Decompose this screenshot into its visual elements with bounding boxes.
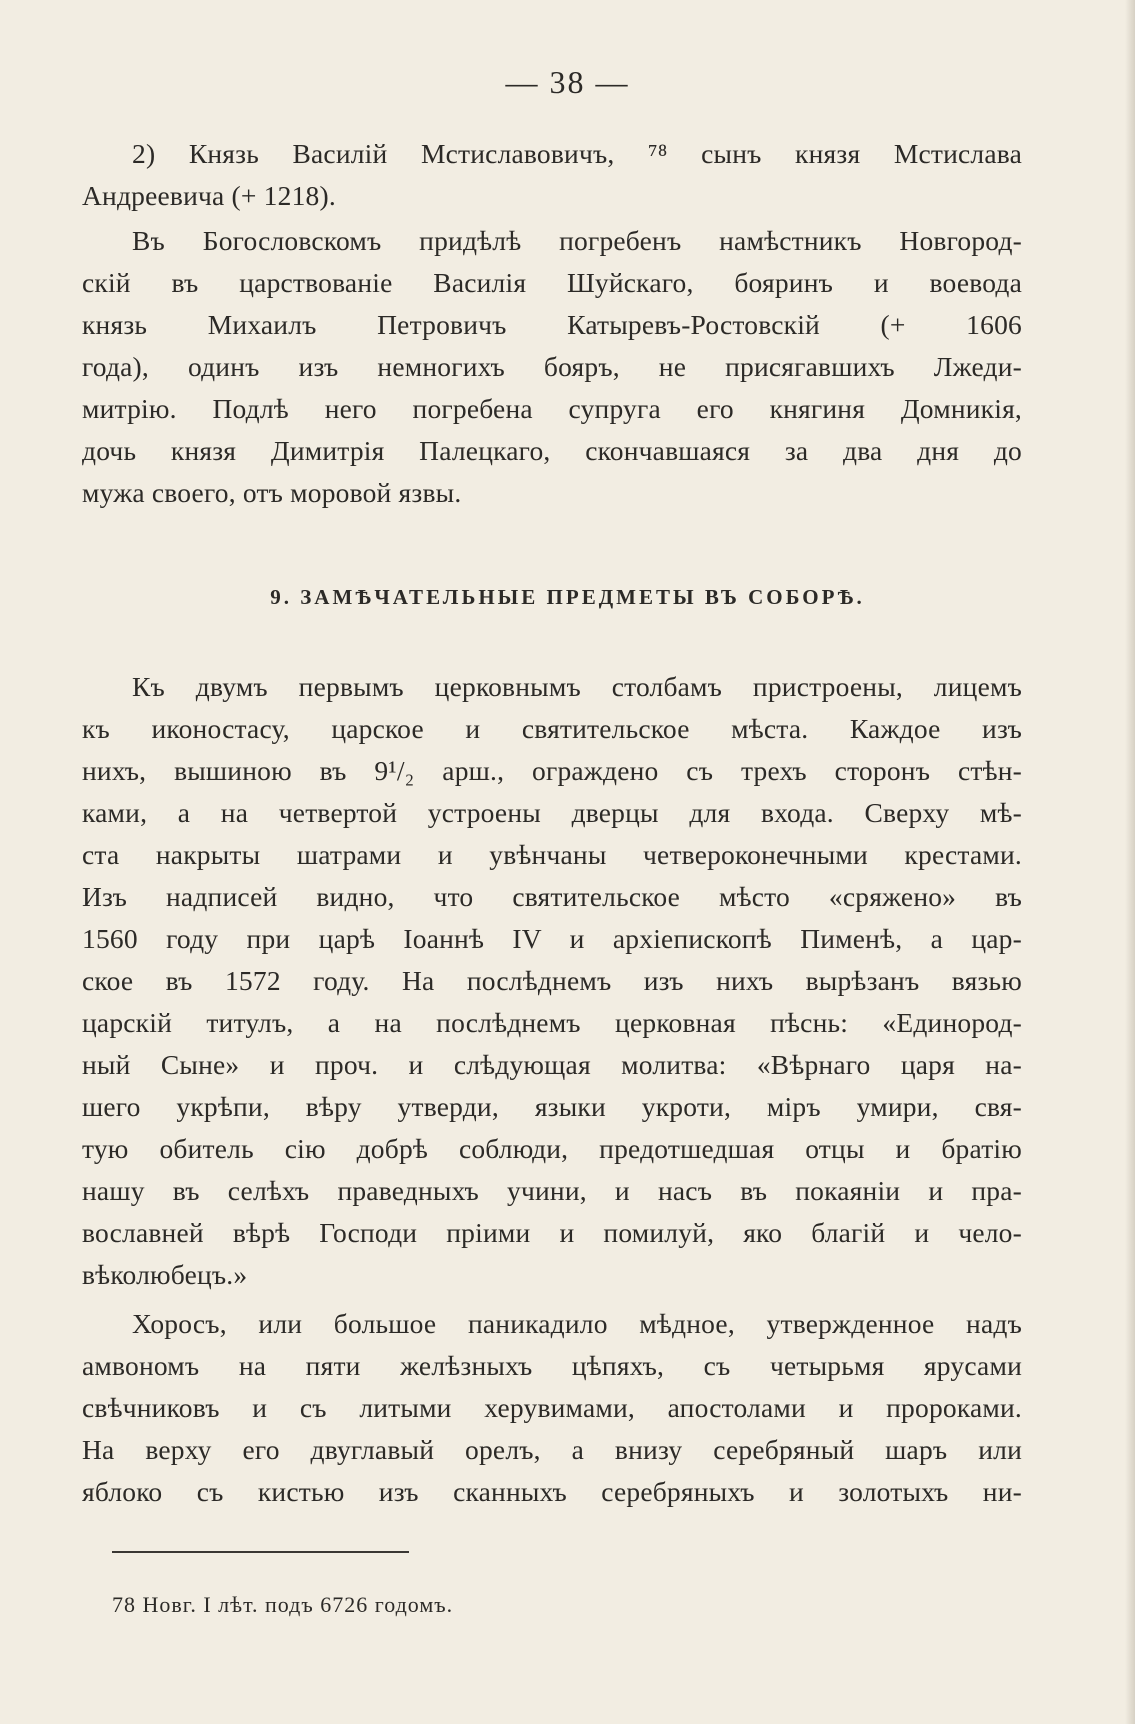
text-line: дочь князя Димитрія Палецкаго, скончавшаяся за два дня до xyxy=(82,435,1022,466)
text-line: года), одинъ изъ немногихъ бояръ, не присягавшихъ Лжеди- xyxy=(82,351,1022,382)
text-line: тую обитель сію добрѣ соблюди, предотшедшая отцы и братію xyxy=(82,1133,1022,1164)
text-line: яблоко съ кистью изъ сканныхъ серебряныхъ и золотыхъ ни- xyxy=(82,1476,1022,1507)
text-line: 1560 году при царѣ Іоаннѣ IV и архіепископѣ Пименѣ, а цар- xyxy=(82,923,1022,954)
page-spine-shadow xyxy=(1125,0,1135,1724)
section-title: 9. ЗАМѢЧАТЕЛЬНЫЕ ПРЕДМЕТЫ ВЪ СОБОРѢ. xyxy=(270,585,865,609)
text-line: къ иконостасу, царское и святительское мѣста. Каждое изъ xyxy=(82,713,1022,744)
text-line: Изъ надписей видно, что святительское мѣсто «сряжено» въ xyxy=(82,881,1022,912)
paragraph-2 xyxy=(82,220,1022,514)
text-line: На верху его двуглавый орелъ, а внизу серебряный шаръ или xyxy=(82,1434,1022,1465)
text-line: мужа своего, отъ моровой язвы. xyxy=(82,477,462,508)
text-line: князь Михаилъ Петровичъ Катыревъ-Ростовскій (+ 1606 xyxy=(82,309,1022,340)
text-line: амвономъ на пяти желѣзныхъ цѣпяхъ, съ четырьмя ярусами xyxy=(82,1350,1022,1381)
text-line: Андреевича (+ 1218). xyxy=(82,180,336,211)
page-number: — 38 — xyxy=(505,64,630,100)
text-line: вѣколюбецъ.» xyxy=(82,1259,248,1290)
text-line: Въ Богословскомъ придѣлѣ погребенъ намѣстникъ Новгород- xyxy=(132,225,1022,256)
footnote: 78 Новг. I лѣт. подъ 6726 годомъ. xyxy=(112,1592,454,1617)
text-line: ское въ 1572 году. На послѣднемъ изъ нихъ вырѣзанъ вязью xyxy=(82,965,1022,996)
text-line: Хоросъ, или большое паникадило мѣдное, утвержденное надъ xyxy=(132,1308,1022,1339)
paragraph-3 xyxy=(82,666,1022,1296)
text-line: вославней вѣрѣ Господи пріими и помилуй, яко благій и чело- xyxy=(82,1217,1022,1248)
text-line: нашу въ селѣхъ праведныхъ учини, и насъ въ покаяніи и пра- xyxy=(82,1175,1022,1206)
text-line: Къ двумъ первымъ церковнымъ столбамъ пристроены, лицемъ xyxy=(132,671,1022,702)
text-line: свѣчниковъ и съ литыми херувимами, апостолами и пророками. xyxy=(82,1392,1022,1423)
paragraph-1 xyxy=(82,133,1022,217)
text-line: митрію. Подлѣ него погребена супруга его княгиня Домникія, xyxy=(82,393,1022,424)
text-line: нихъ, вышиною въ 9¹/₂ арш., ограждено съ трехъ сторонъ стѣн- xyxy=(82,755,1022,786)
footnote-divider xyxy=(112,1551,409,1553)
text-line: 2) Князь Василій Мстиславовичъ, ⁷⁸ сынъ князя Мстислава xyxy=(132,138,1022,169)
text-line: скій въ царствованіе Василія Шуйскаго, бояринъ и воевода xyxy=(82,267,1022,298)
text-line: царскій титулъ, а на послѣднемъ церковная пѣснь: «Единород- xyxy=(82,1007,1022,1038)
text-line: шего укрѣпи, вѣру утверди, языки укроти, міръ умири, свя- xyxy=(82,1091,1022,1122)
paragraph-4 xyxy=(82,1303,1022,1513)
text-line: ками, а на четвертой устроены дверцы для входа. Сверху мѣ- xyxy=(82,797,1022,828)
text-line: ста накрыты шатрами и увѣнчаны четвероконечными крестами. xyxy=(82,839,1022,870)
text-line: ный Сыне» и проч. и слѣдующая молитва: «Вѣрнаго царя на- xyxy=(82,1049,1022,1080)
